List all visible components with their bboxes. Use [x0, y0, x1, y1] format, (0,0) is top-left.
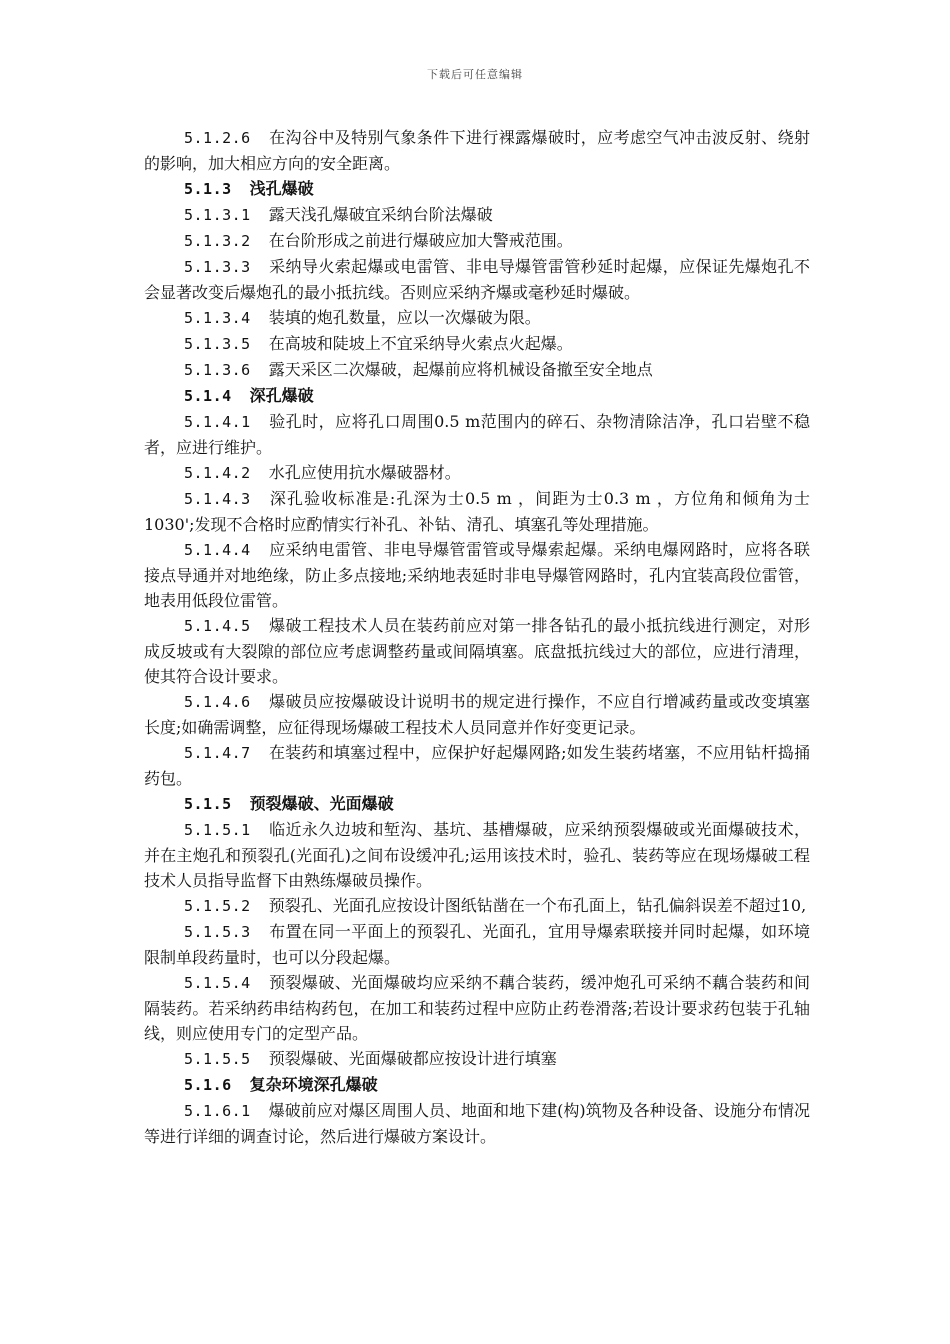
clause-text: 在高坡和陡坡上不宜采纳导火索点火起爆。 — [268, 334, 573, 353]
heading-text: 预裂爆破、光面爆破 — [249, 794, 394, 813]
section-heading — [144, 1072, 810, 1098]
clause-text: 采纳导火索起爆或电雷管、非电导爆管雷管秒延时起爆，应保证先爆炮孔不会显著改变后爆炮孔的最小抵抗线。否则应采纳齐爆或毫秒延时爆破。 — [144, 257, 810, 302]
clause-paragraph — [144, 689, 810, 740]
clause-text: 装填的炮孔数量，应以一次爆破为限。 — [268, 308, 541, 327]
section-heading — [144, 176, 810, 202]
clause-number: 5.1.3.1 — [184, 206, 251, 224]
clause-text: 露天采区二次爆破，起爆前应将机械设备撤至安全地点 — [268, 360, 653, 379]
clause-paragraph — [144, 1046, 810, 1072]
clause-paragraph — [144, 613, 810, 689]
section-heading — [144, 383, 810, 409]
clause-number: 5.1.5.1 — [184, 821, 251, 839]
clause-text: 应采纳电雷管、非电导爆管雷管或导爆索起爆。采纳电爆网路时，应将各联接点导通并对地绝缘，防止多点接地;采纳地表延时非电导爆管网路时，孔内宜装高段位雷管，地表用低段位雷管。 — [144, 540, 810, 610]
clause-paragraph — [144, 537, 810, 613]
clause-number: 5.1.3.3 — [184, 258, 251, 276]
clause-text: 临近永久边坡和堑沟、基坑、基槽爆破，应采纳预裂爆破或光面爆破技术，并在主炮孔和预裂孔(光面孔)之间布设缓冲孔;运用该技术时，验孔、装药等应在现场爆破工程技术人员指导监督下由熟练爆破员操作。 — [144, 820, 810, 890]
clause-paragraph — [144, 202, 810, 228]
page-header-note: 下载后可任意编辑 — [427, 68, 523, 81]
clause-number: 5.1.4.4 — [184, 541, 251, 559]
clause-text: 露天浅孔爆破宜采纳台阶法爆破 — [268, 205, 493, 224]
clause-number: 5.1.5.2 — [184, 897, 251, 915]
clause-number: 5.1.4.3 — [184, 490, 251, 508]
clause-text: 爆破前应对爆区周围人员、地面和地下建(构)筑物及各种设备、设施分布情况等进行详细的调查讨论，然后进行爆破方案设计。 — [144, 1101, 810, 1146]
clause-number: 5.1.3 — [184, 180, 232, 198]
document-body — [144, 125, 810, 1149]
clause-paragraph — [144, 1098, 810, 1149]
clause-text: 验孔时，应将孔口周围0.5 m范围内的碎石、杂物清除洁净，孔口岩壁不稳者，应进行维护。 — [144, 412, 810, 457]
clause-number: 5.1.6 — [184, 1076, 232, 1094]
clause-number: 5.1.3.6 — [184, 361, 251, 379]
clause-paragraph — [144, 893, 810, 919]
clause-number: 5.1.5.4 — [184, 974, 251, 992]
clause-number: 5.1.5 — [184, 795, 232, 813]
clause-paragraph — [144, 817, 810, 893]
clause-number: 5.1.3.5 — [184, 335, 251, 353]
clause-paragraph — [144, 357, 810, 383]
clause-text: 预裂爆破、光面爆破均应采纳不藕合装药，缓冲炮孔可采纳不藕合装药和间隔装药。若采纳药串结构药包，在加工和装药过程中应防止药卷滑落;若设计要求药包装于孔轴线，则应使用专门的定型产品。 — [144, 973, 810, 1043]
heading-text: 浅孔爆破 — [249, 179, 314, 198]
clause-paragraph — [144, 486, 810, 537]
clause-number: 5.1.4.2 — [184, 464, 251, 482]
heading-text: 深孔爆破 — [249, 386, 314, 405]
clause-number: 5.1.4.5 — [184, 617, 251, 635]
clause-number: 5.1.2.6 — [184, 129, 251, 147]
clause-number: 5.1.5.3 — [184, 923, 251, 941]
clause-number: 5.1.4 — [184, 387, 232, 405]
clause-text: 水孔应使用抗水爆破器材。 — [268, 463, 461, 482]
clause-paragraph — [144, 970, 810, 1046]
clause-paragraph — [144, 740, 810, 791]
clause-text: 在沟谷中及特别气象条件下进行裸露爆破时，应考虑空气冲击波反射、绕射的影响，加大相应方向的安全距离。 — [144, 128, 810, 173]
clause-text: 爆破员应按爆破设计说明书的规定进行操作，不应自行增减药量或改变填塞长度;如确需调整，应征得现场爆破工程技术人员同意并作好变更记录。 — [144, 692, 810, 737]
clause-text: 预裂孔、光面孔应按设计图纸钻凿在一个布孔面上，钻孔偏斜误差不超过10, — [268, 896, 807, 915]
clause-text: 布置在同一平面上的预裂孔、光面孔，宜用导爆索联接并同时起爆，如环境限制单段药量时，也可以分段起爆。 — [144, 922, 810, 967]
clause-number: 5.1.4.1 — [184, 413, 251, 431]
clause-text: 深孔验收标准是:孔深为士0.5 m ，间距为士0.3 m ，方位角和倾角为士1030';发现不合格时应酌情实行补孔、补钻、清孔、填塞孔等处理措施。 — [144, 489, 810, 534]
section-heading — [144, 791, 810, 817]
clause-paragraph — [144, 125, 810, 176]
clause-number: 5.1.5.5 — [184, 1050, 251, 1068]
clause-paragraph — [144, 460, 810, 486]
clause-number: 5.1.6.1 — [184, 1102, 251, 1120]
clause-number: 5.1.4.6 — [184, 693, 251, 711]
clause-paragraph — [144, 228, 810, 254]
clause-paragraph — [144, 331, 810, 357]
clause-paragraph — [144, 254, 810, 305]
clause-number: 5.1.4.7 — [184, 744, 251, 762]
clause-paragraph — [144, 919, 810, 970]
clause-text: 在台阶形成之前进行爆破应加大警戒范围。 — [268, 231, 573, 250]
clause-text: 预裂爆破、光面爆破都应按设计进行填塞 — [268, 1049, 557, 1068]
heading-text: 复杂环境深孔爆破 — [249, 1075, 378, 1094]
clause-number: 5.1.3.4 — [184, 309, 251, 327]
clause-paragraph — [144, 305, 810, 331]
clause-text: 爆破工程技术人员在装药前应对第一排各钻孔的最小抵抗线进行测定，对形成反坡或有大裂隙的部位应考虑调整药量或间隔填塞。底盘抵抗线过大的部位，应进行清理，使其符合设计要求。 — [144, 616, 810, 686]
clause-number: 5.1.3.2 — [184, 232, 251, 250]
clause-paragraph — [144, 409, 810, 460]
clause-text: 在装药和填塞过程中，应保护好起爆网路;如发生装药堵塞，不应用钻杆捣捅药包。 — [144, 743, 810, 788]
